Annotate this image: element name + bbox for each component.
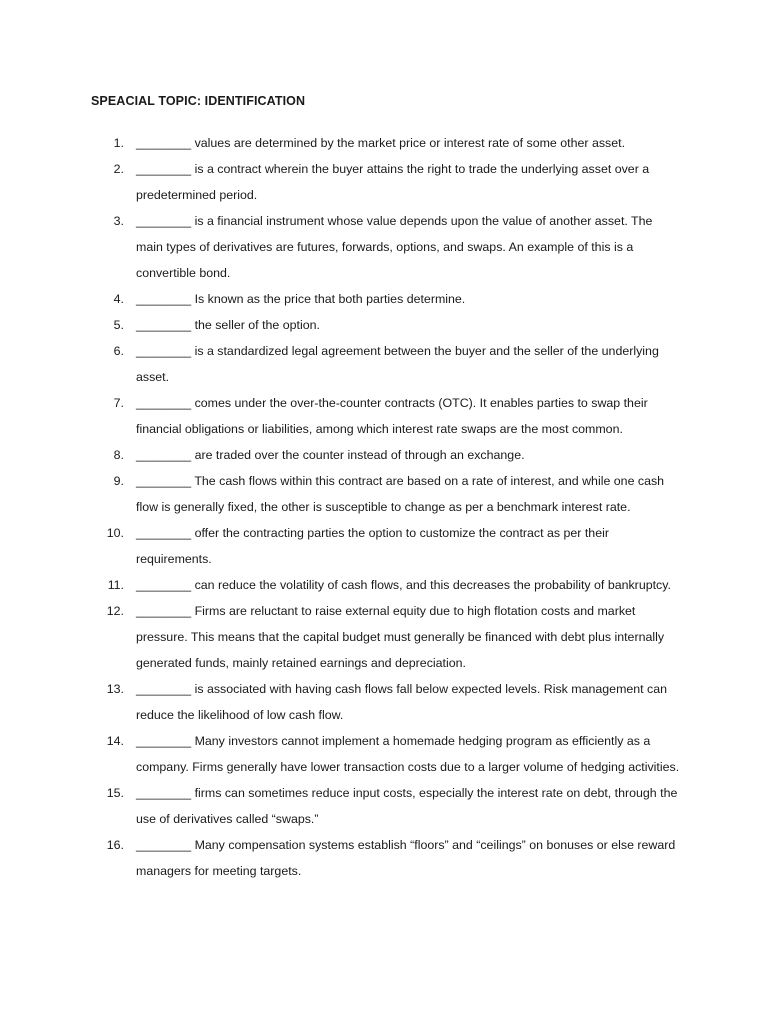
question-item <box>0 676 681 728</box>
question-text: ________ Many investors cannot implement a homemade hedging program as efficiently as a company. Firms generally have lower transaction costs due to a larger volume of hedging activities. <box>136 734 680 774</box>
question-number: 11. <box>107 578 124 592</box>
question-number: 12. <box>106 604 124 618</box>
question-item <box>0 338 681 390</box>
question-number: 4. <box>113 292 124 306</box>
question-number: 14. <box>106 734 124 748</box>
question-text: ________ offer the contracting parties the option to customize the contract as per their requirements. <box>136 526 609 566</box>
question-text: ________ Many compensation systems establish “floors” and “ceilings” on bonuses or else reward managers for meeting targets. <box>136 838 676 878</box>
question-item <box>0 728 681 780</box>
question-number: 5. <box>113 318 124 332</box>
question-number: 7. <box>113 396 124 410</box>
question-item <box>0 780 681 832</box>
question-text: ________ is a financial instrument whose value depends upon the value of another asset. The main types of derivatives are futures, forwards, options, and swaps. An example of this is a convertible bond. <box>136 214 653 280</box>
question-list <box>0 130 768 884</box>
question-item <box>0 156 681 208</box>
question-item <box>0 598 681 676</box>
question-text: ________ is a contract wherein the buyer attains the right to trade the underlying asset over a predetermined period. <box>136 162 650 202</box>
question-item <box>0 520 681 572</box>
question-text: ________ The cash flows within this contract are based on a rate of interest, and while one cash flow is generally fixed, the other is susceptible to change as per a benchmark interest rate. <box>136 474 665 514</box>
question-text: ________ comes under the over-the-counter contracts (OTC). It enables parties to swap their financial obligations or liabilities, among which interest rate swaps are the most common. <box>136 396 648 436</box>
question-number: 6. <box>113 344 124 358</box>
question-item <box>0 572 681 598</box>
question-number: 16. <box>106 838 124 852</box>
question-text: ________ can reduce the volatility of cash flows, and this decreases the probability of bankruptcy. <box>136 578 671 592</box>
question-item <box>0 312 681 338</box>
question-item <box>0 130 681 156</box>
question-item <box>0 390 681 442</box>
question-text: ________ are traded over the counter instead of through an exchange. <box>136 448 525 462</box>
question-number: 2. <box>113 162 124 176</box>
question-number: 9. <box>113 474 124 488</box>
question-number: 8. <box>113 448 124 462</box>
question-text: ________ the seller of the option. <box>136 318 320 332</box>
question-item <box>0 208 681 286</box>
question-text: ________ firms can sometimes reduce input costs, especially the interest rate on debt, through the use of derivatives called “swaps.” <box>136 786 678 826</box>
question-number: 10. <box>106 526 124 540</box>
question-number: 3. <box>113 214 124 228</box>
question-text: ________ Is known as the price that both parties determine. <box>136 292 466 306</box>
question-number: 13. <box>106 682 124 696</box>
question-item <box>0 468 681 520</box>
page-title: SPEACIAL TOPIC: IDENTIFICATION <box>91 94 306 108</box>
question-item <box>0 832 681 884</box>
question-text: ________ Firms are reluctant to raise external equity due to high flotation costs and market pressure. This means that the capital budget must generally be financed with debt plus internally generated funds, mainly retained earnings and depreciation. <box>136 604 665 670</box>
question-item <box>0 442 681 468</box>
question-number: 1. <box>113 136 124 150</box>
question-text: ________ values are determined by the market price or interest rate of some other asset. <box>136 136 626 150</box>
question-text: ________ is associated with having cash flows fall below expected levels. Risk management can reduce the likelihood of low cash flow. <box>136 682 668 722</box>
question-item <box>0 286 681 312</box>
question-text: ________ is a standardized legal agreement between the buyer and the seller of the underlying asset. <box>136 344 659 384</box>
question-number: 15. <box>106 786 124 800</box>
